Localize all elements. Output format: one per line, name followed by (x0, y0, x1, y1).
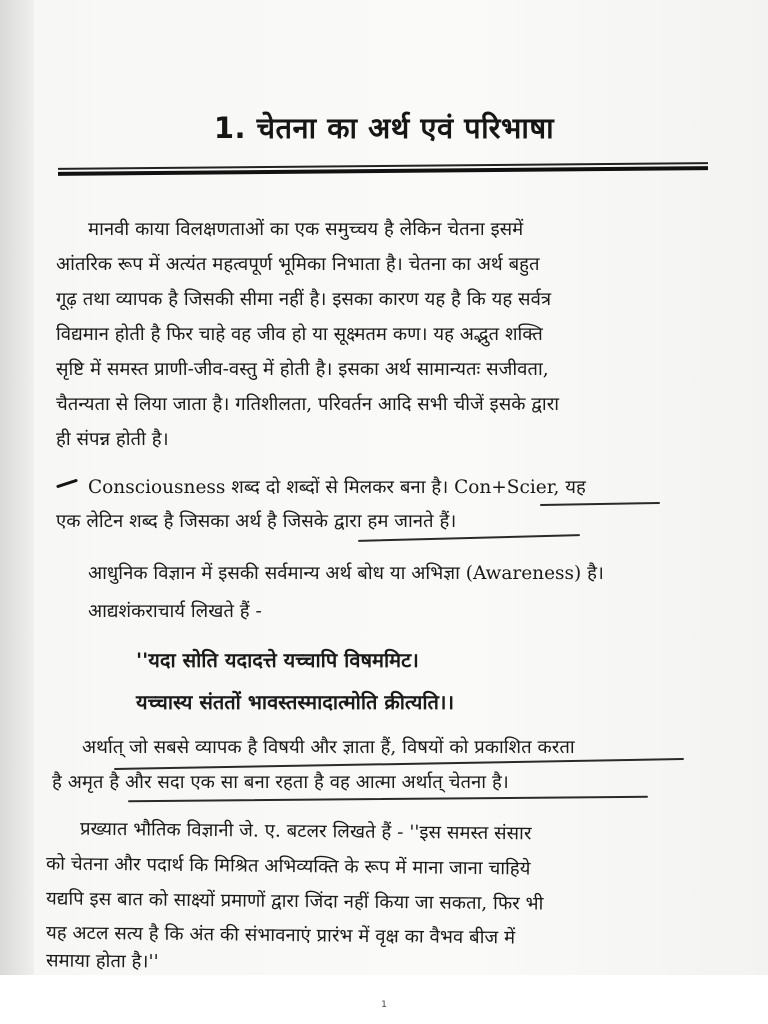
para2-line-2: एक लेटिन शब्द है जिसका अर्थ है जिसके द्वारा हम जानते हैं। (56, 511, 457, 532)
para6-line-4: यह अटल सत्य है कि अंत की संभावनाएं प्रारंभ में वृक्ष का वैभव बीज में (45, 922, 516, 949)
page-shadow-edge (0, 0, 34, 980)
underline-con-scier (540, 502, 660, 506)
para5-line-2: है अमृत है और सदा एक सा बना रहता है वह आत्मा अर्थात् चेतना है। (52, 772, 509, 793)
para1-line-7: ही संपन्न होती है। (56, 429, 169, 450)
para6-line-5: समाया होता है।'' (45, 950, 159, 973)
para6-line-3: यद्यपि इस बात को साक्ष्यों प्रमाणों द्वारा जिंदा नहीं किया जा सकता, फिर भी (45, 888, 544, 915)
chapter-title: 1. चेतना का अर्थ एवं परिभाषा (213, 111, 555, 145)
para1-line-3: गूढ़ तथा व्यापक है जिसकी सीमा नहीं है। इसका कारण यह है कि यह सर्वत्र (56, 289, 552, 310)
para3-line: आधुनिक विज्ञान में इसकी सर्वमान्य अर्थ बोध या अभिज्ञा (Awareness) है। (88, 563, 604, 584)
margin-tick-mark (56, 479, 78, 489)
para2-line-1: Consciousness शब्द दो शब्दों से मिलकर बना है। Con+Scier, यह (88, 477, 586, 498)
para5-line-1: अर्थात् जो सबसे व्यापक है विषयी और ज्ञाता हैं, विषयों को प्रकाशित करता (82, 737, 575, 758)
underline-arthat-line2 (128, 796, 648, 803)
underline-jiske-dwara (358, 534, 580, 542)
para6-line-1: प्रख्यात भौतिक विज्ञानी जे. ए. बटलर लिखते हैं - ''इस समस्त संसार (79, 818, 532, 845)
page-number: 1 (381, 1000, 387, 1010)
para1-line-5: सृष्टि में समस्त प्राणी-जीव-वस्तु में होती है। इसका अर्थ सामान्यतः सजीवता, (56, 359, 549, 380)
para1-line-4: विद्यमान होती है फिर चाहे वह जीव हो या सूक्ष्मतम कण। यह अद्भुत शक्ति (56, 324, 543, 345)
para6-line-2: को चेतना और पदार्थ कि मिश्रित अभिव्यक्ति के रूप में माना जाना चाहिये (45, 853, 531, 880)
para1-line-1: मानवी काया विलक्षणताओं का एक समुच्चय है लेकिन चेतना इसमें (88, 219, 524, 240)
para1-line-6: चैतन्यता से लिया जाता है। गतिशीलता, परिवर्तन आदि सभी चीजें इसके द्वारा (56, 394, 560, 415)
verse-line-1: ''यदा सोति यदादत्ते यच्चापि विषममिट। (136, 648, 419, 672)
verse-line-2: यच्चास्य संततों भावस्तस्मादात्मोति क्रीत्यति।। (136, 690, 455, 714)
para1-line-2: आंतरिक रूप में अत्यंत महत्वपूर्ण भूमिका निभाता है। चेतना का अर्थ बहुत (56, 254, 540, 275)
para4-line: आद्यशंकराचार्य लिखते हैं - (88, 601, 262, 622)
